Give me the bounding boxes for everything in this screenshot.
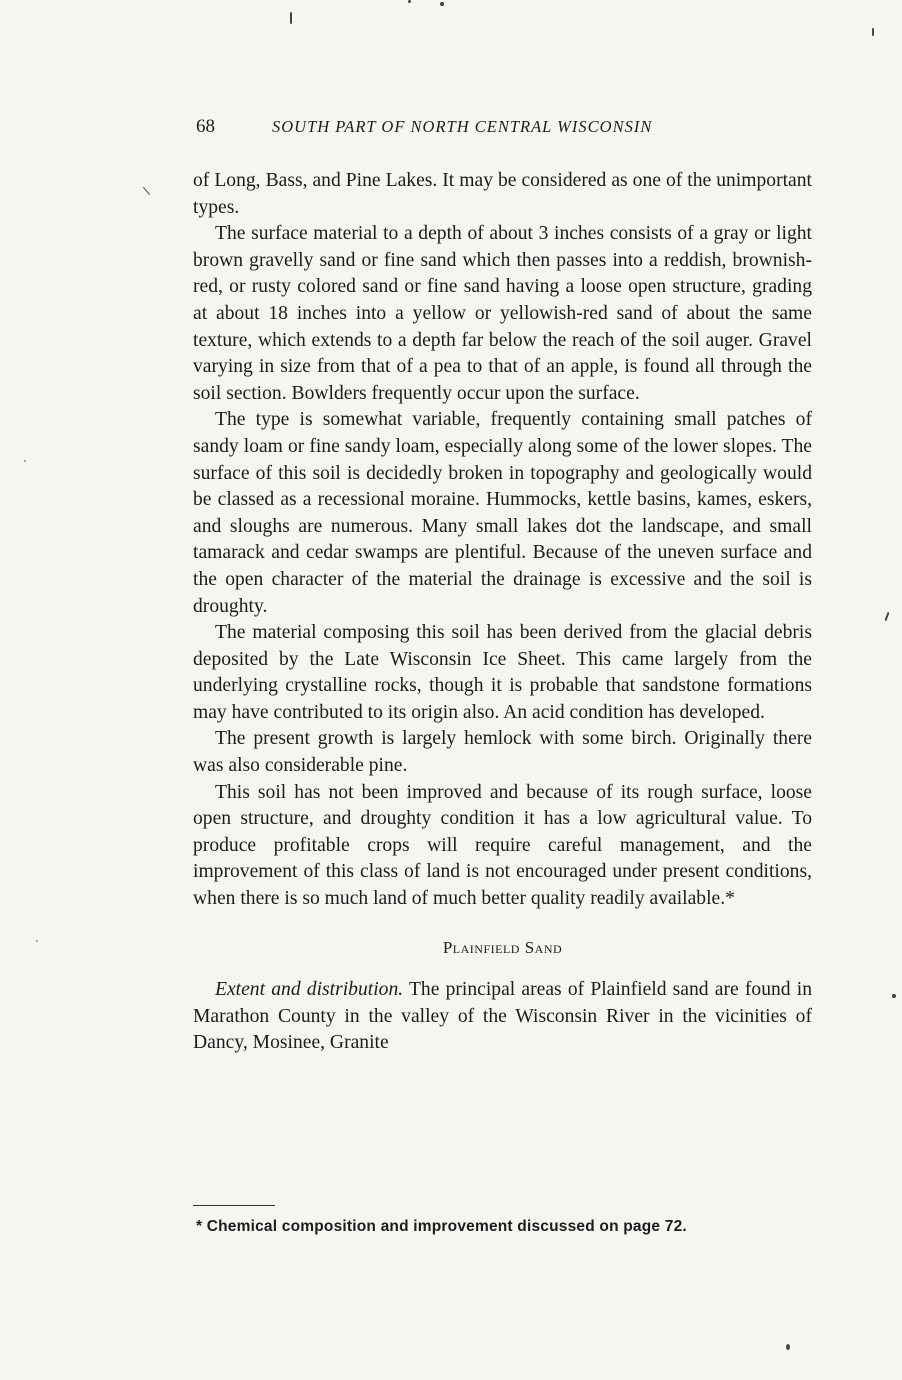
paragraph: of Long, Bass, and Pine Lakes. It may be considered as one of the unimportant types. <box>193 170 812 218</box>
footnote: * Chemical composition and improvement discussed on page 72. <box>196 1218 687 1235</box>
paragraph: This soil has not been improved and because of its rough surface, loose open structure, and droughty condition it has a low agricultural value. To produce profitable crops will require careful management, and the improvement of this class of land is not encouraged under present conditions, when there is so much land of much better quality readily available.* <box>193 781 812 910</box>
run-in-heading: Extent and distribution. <box>215 979 404 1001</box>
footnote-rule <box>193 1205 275 1206</box>
paragraph <box>193 977 812 1057</box>
scan-speck <box>786 1344 790 1350</box>
paragraph-text: The principal areas of Plainfield sand are found in Marathon County in the valley of the Wisconsin River in the vicinities of Dancy, Mosinee, Granite <box>193 979 812 1054</box>
scan-speck <box>24 460 26 462</box>
scan-speck <box>408 0 411 3</box>
section-heading: Plainfield Sand <box>442 937 563 957</box>
scan-speck <box>36 940 38 942</box>
paragraph: The surface material to a depth of about 3 inches consists of a gray or light brown gravelly sand or fine sand which then passes into a reddish, brownish-red, or rusty colored sand or fine sand having a loose open structure, grading at about 18 inches into a yellow or yellowish-red sand of about the same texture, which extends to a depth far below the reach of the soil auger. Gravel varying in size from that of a pea to that of an apple, is found all through the soil section. Bowlders frequently occur upon the surface. <box>193 223 812 404</box>
page-number: 68 <box>196 116 215 137</box>
scan-speck <box>892 994 896 998</box>
scan-speck <box>872 28 874 36</box>
paragraph: The type is somewhat variable, frequently containing small patches of sandy loam or fine sandy loam, especially along some of the lower slopes. The surface of this soil is decidedly broken in topography and geologically would be classed as a recessional moraine. Hummocks, kettle basins, kames, eskers, and sloughs are numerous. Many small lakes dot the landscape, and small tamarack and cedar swamps are plentiful. Because of the uneven surface and the open character of the material the drainage is excessive and the soil is droughty. <box>193 409 812 617</box>
scan-speck <box>885 612 890 621</box>
running-head <box>196 114 816 140</box>
running-title: SOUTH PART OF NORTH CENTRAL WISCONSIN <box>272 117 653 136</box>
scan-speck <box>290 12 292 24</box>
paragraph: The material composing this soil has been derived from the glacial debris deposited by the Late Wisconsin Ice Sheet. This came largely from the underlying crystalline rocks, though it is probable that sandstone formations may have contributed to its origin also. An acid condition has developed. <box>193 622 812 723</box>
scan-speck <box>143 187 150 195</box>
body-text <box>193 168 812 1057</box>
scan-speck <box>440 2 444 6</box>
paragraph: The present growth is largely hemlock with some birch. Originally there was also considerable pine. <box>193 728 812 777</box>
